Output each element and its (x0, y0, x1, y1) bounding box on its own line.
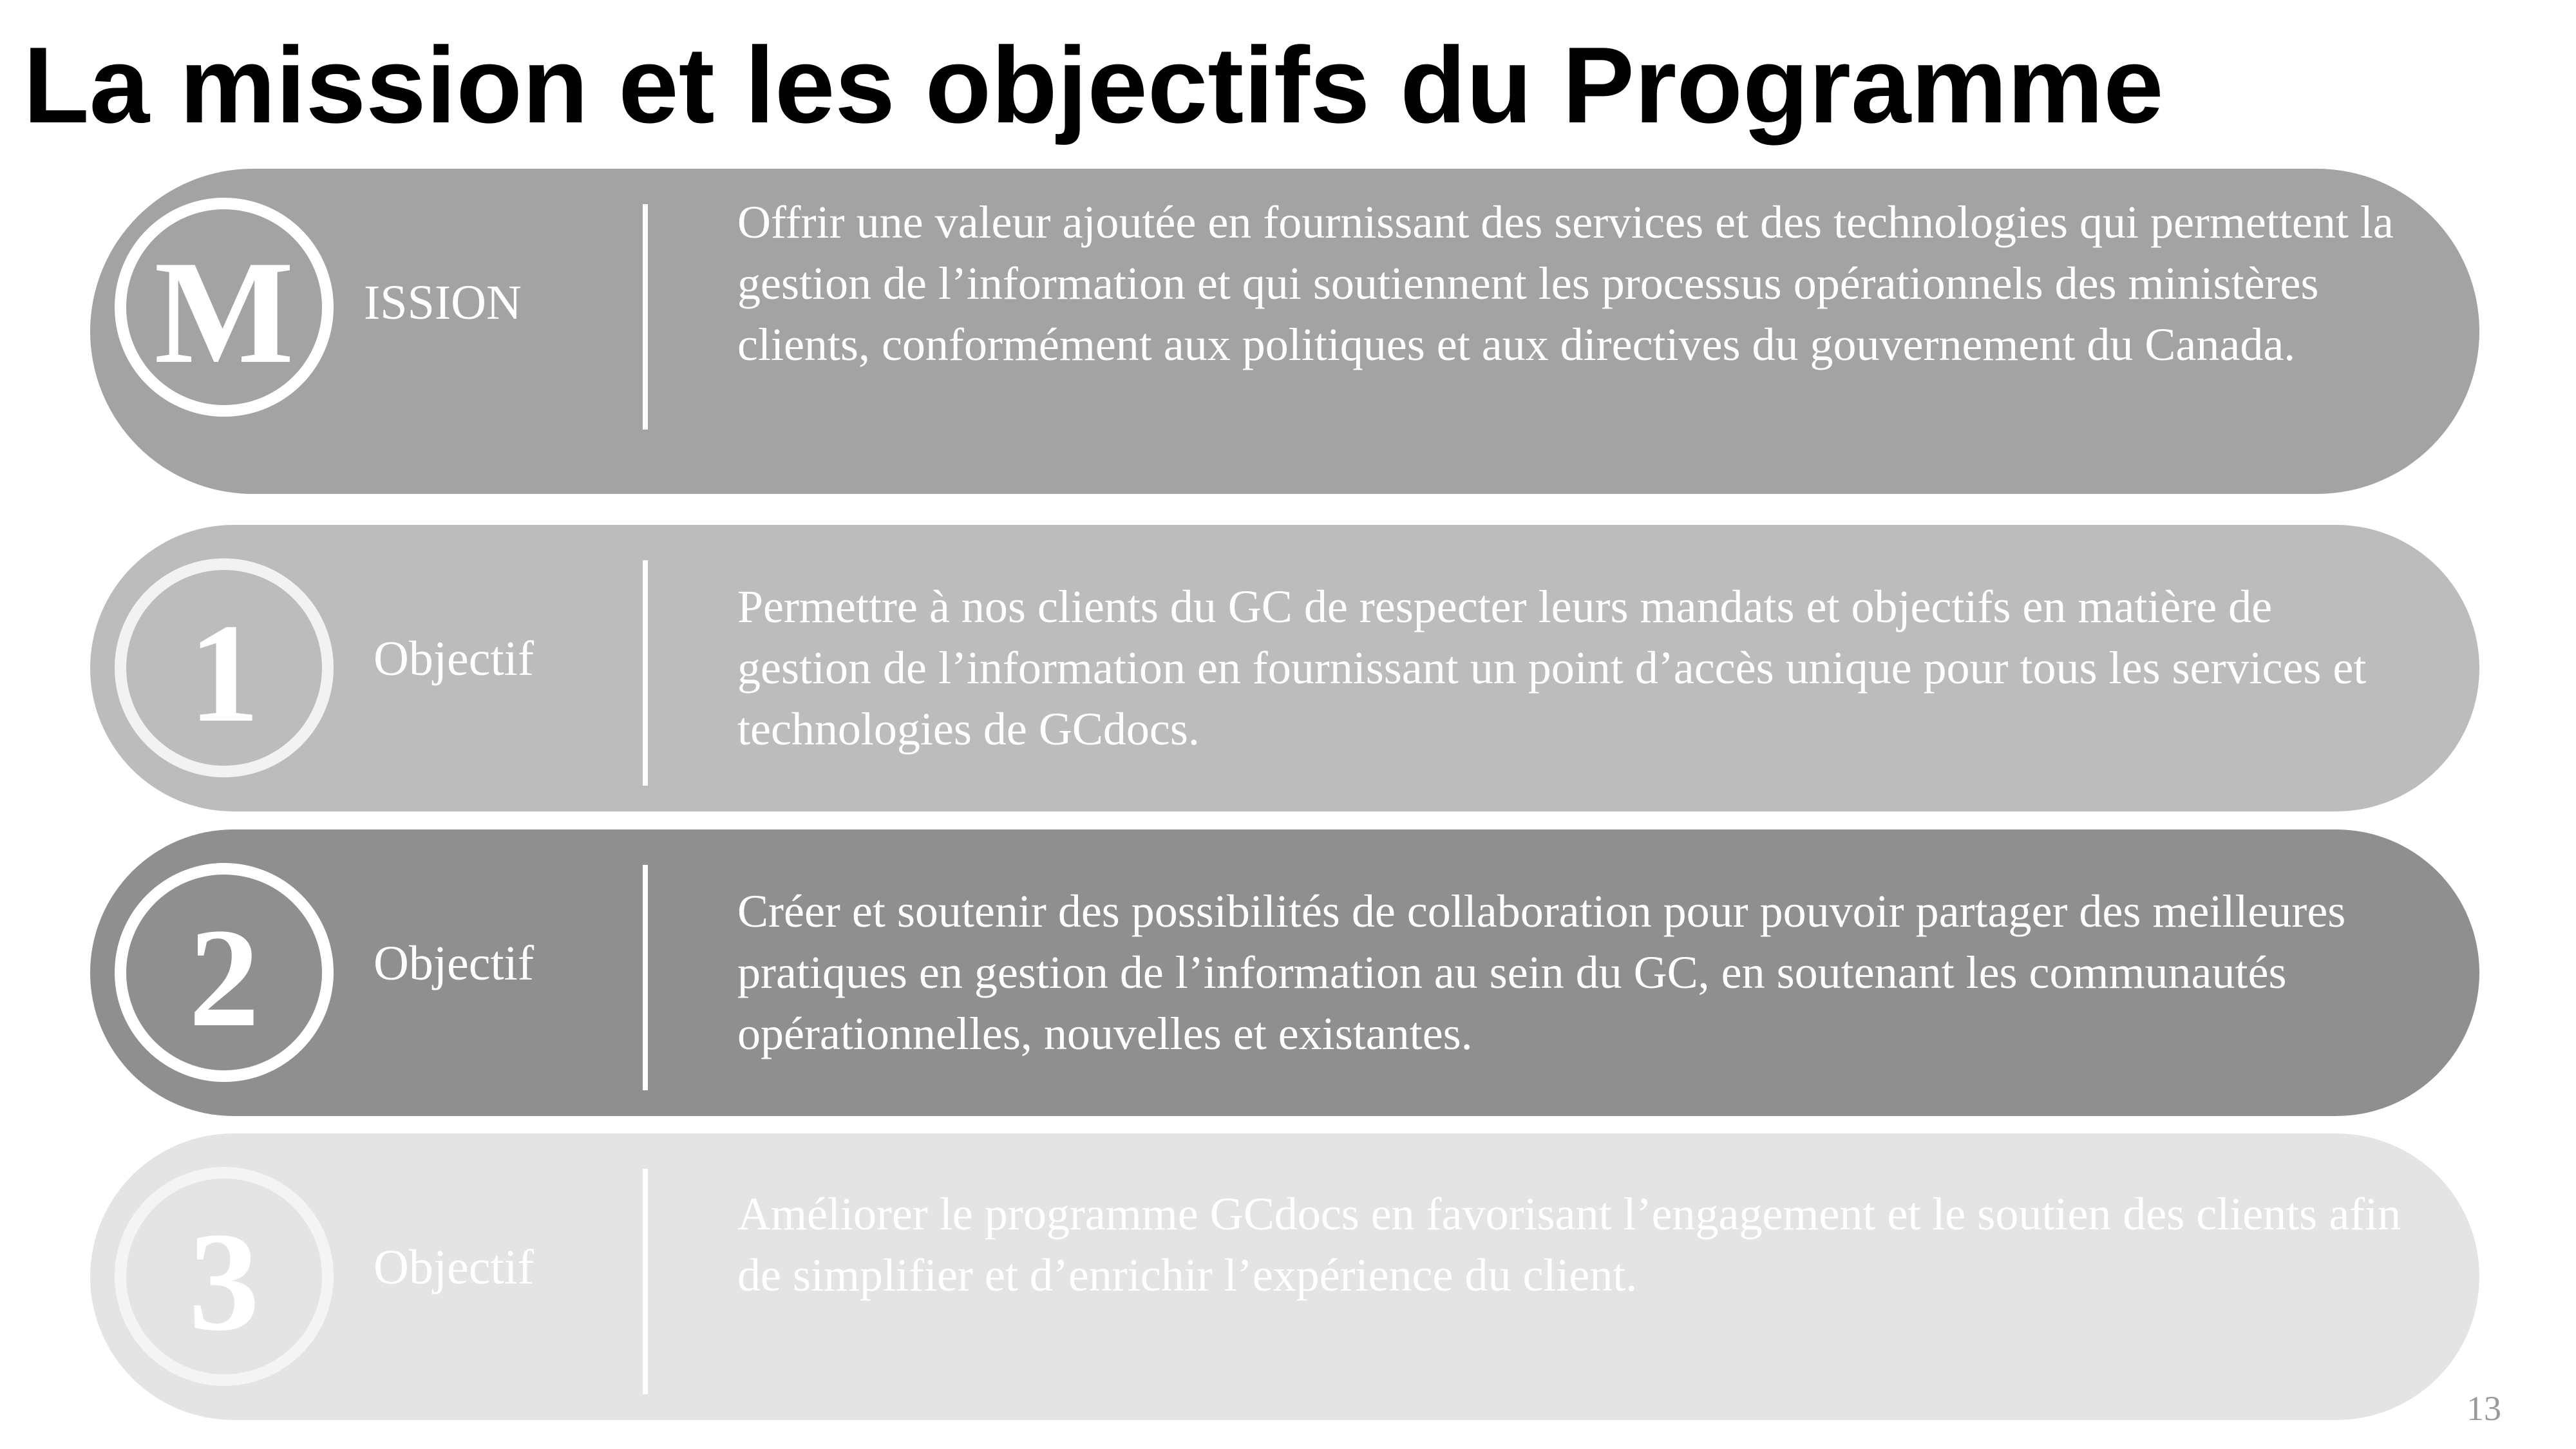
objective-3-band (90, 1133, 2479, 1420)
objective-3-number: 3 (189, 1203, 260, 1360)
mission-divider (643, 204, 648, 430)
objective-1-number: 1 (189, 594, 260, 752)
objective-2-band (90, 829, 2479, 1116)
objective-2-text: Créer et soutenir des possibilités de collaboration pour pouvoir partager des meilleures pratiques en gestion de l’information au sein du GC, en soutenant les communautés opérationnelles, nouvelles et existantes. (737, 886, 2346, 1059)
objective-1-number-circle (115, 558, 334, 777)
mission-text: Offrir une valeur ajoutée en fournissant des services et des technologies qui permettent la gestion de l’information et qui soutiennent les processus opérationnels des ministères clients, conformément aux politiques et aux directives du gouvernement du Canada. (737, 196, 2394, 370)
objective-2-label: Objectif (374, 936, 535, 990)
objective-3-text: Améliorer le programme GCdocs en favorisant l’engagement et le soutien des clients afin de simplifier et d’enrichir l’expérience du client. (737, 1188, 2401, 1301)
objective-3-number-circle (115, 1167, 334, 1386)
slide-title: La mission et les objectifs du Programme (23, 24, 2164, 146)
page-number: 13 (2467, 1389, 2501, 1428)
objective-2-number: 2 (189, 899, 260, 1056)
mission-initial: M (154, 230, 294, 394)
objective-1-band (90, 525, 2479, 811)
objective-3-label: Objectif (374, 1240, 535, 1294)
objective-2-number-circle (115, 863, 334, 1082)
mission-initial-circle (115, 198, 334, 417)
mission-label: ISSION (364, 276, 522, 330)
mission-band (90, 169, 2479, 494)
objective-3-divider (643, 1169, 648, 1394)
objective-1-divider (643, 560, 648, 786)
objective-2-divider (643, 865, 648, 1090)
objective-1-text: Permettre à nos clients du GC de respecter leurs mandats et objectifs en matière de gestion de l’information en fournissant un point d’accès unique pour tous les services et technologies de GCdocs. (737, 581, 2367, 755)
objective-1-label: Objectif (374, 632, 535, 686)
